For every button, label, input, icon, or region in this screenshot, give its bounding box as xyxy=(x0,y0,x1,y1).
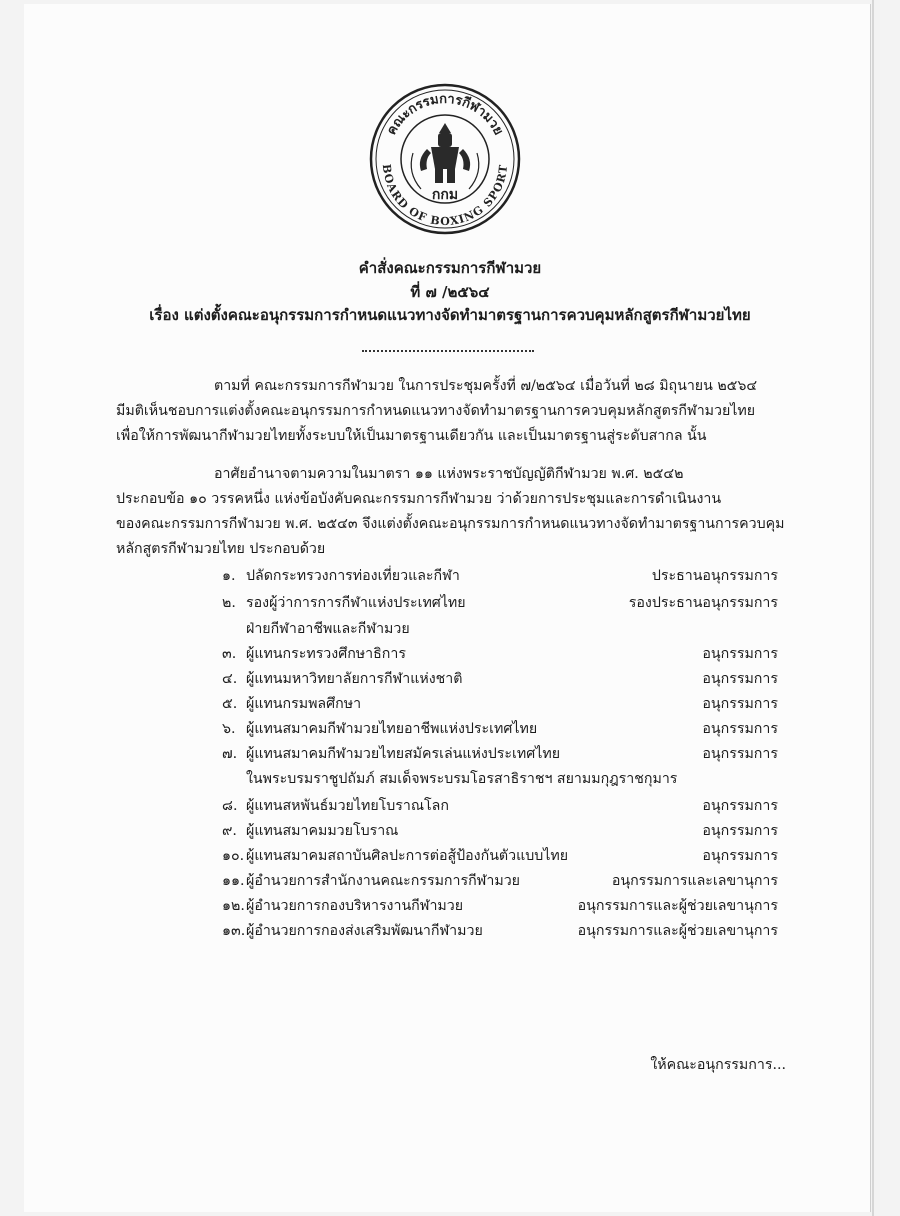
member-role: อนุกรรมการ xyxy=(702,848,778,864)
member-role: อนุกรรมการ xyxy=(702,798,778,814)
member-role: อนุกรรมการ xyxy=(702,823,778,839)
order-subject: เรื่อง แต่งตั้งคณะอนุกรรมการกำหนดแนวทางจัดทำมาตรฐานการควบคุมหลักสูตรกีฬามวยไทย xyxy=(149,306,751,324)
member-role: อนุกรรมการและเลขานุการ xyxy=(611,873,778,889)
member-role: อนุกรรมการ xyxy=(702,646,778,662)
list-item xyxy=(0,743,900,767)
paragraph-1-line-3: เพื่อให้การพัฒนากีฬามวยไทยทั้งระบบให้เป็นมาตรฐานเดียวกัน และเป็นมาตรฐานสู่ระดับสากล นั้น xyxy=(116,428,707,444)
member-role: อนุกรรมการและผู้ช่วยเลขานุการ xyxy=(577,898,778,914)
list-item xyxy=(0,718,900,742)
member-name: ปลัดกระทรวงการท่องเที่ยวและกีฬา xyxy=(246,568,460,584)
seal-emblem-icon xyxy=(369,83,521,235)
list-item xyxy=(0,870,900,894)
svg-text:กกม: กกม xyxy=(431,187,459,203)
member-number: ๘. xyxy=(222,798,238,814)
member-number: ๕. xyxy=(222,696,238,712)
list-item xyxy=(0,693,900,717)
member-name: ผู้แทนมหาวิทยาลัยการกีฬาแห่งชาติ xyxy=(246,671,463,687)
list-item xyxy=(0,920,900,944)
member-name: รองผู้ว่าการการกีฬาแห่งประเทศไทย xyxy=(246,595,466,611)
paragraph-2-line-1: อาศัยอำนาจตามความในมาตรา ๑๑ แห่งพระราชบัญญัติกีฬามวย พ.ศ. ๒๕๔๒ xyxy=(214,466,684,482)
order-title: คำสั่งคณะกรรมการกีฬามวย xyxy=(358,259,542,277)
paragraph-1-line-2: มีมติเห็นชอบการแต่งตั้งคณะอนุกรรมการกำหนดแนวทางจัดทำมาตรฐานการควบคุมหลักสูตรกีฬามวยไทย xyxy=(116,403,756,419)
member-name: ผู้แทนกระทรวงศึกษาธิการ xyxy=(246,646,406,662)
list-item xyxy=(0,845,900,869)
list-item-continuation xyxy=(0,618,900,642)
member-number: ๑๑. xyxy=(222,873,245,889)
member-role: อนุกรรมการ xyxy=(702,696,778,712)
member-number: ๑๒. xyxy=(222,898,245,914)
page-continuation: ให้คณะอนุกรรมการ... xyxy=(650,1057,786,1073)
member-role: รองประธานอนุกรรมการ xyxy=(628,595,778,611)
member-number: ๙. xyxy=(222,823,237,839)
list-item xyxy=(0,643,900,667)
member-role: อนุกรรมการ xyxy=(702,721,778,737)
order-number: ที่ ๗ /๒๕๖๔ xyxy=(410,283,490,301)
paragraph-2-line-2: ประกอบข้อ ๑๐ วรรคหนึ่ง แห่งข้อบังคับคณะกรรมการกีฬามวย ว่าด้วยการประชุมและการดำเนินงาน xyxy=(116,491,722,507)
paragraph-2-line-4: หลักสูตรกีฬามวยไทย ประกอบด้วย xyxy=(116,541,326,557)
member-name: ผู้อำนวยการกองส่งเสริมพัฒนากีฬามวย xyxy=(246,923,483,939)
member-name-continued: ฝ่ายกีฬาอาชีพและกีฬามวย xyxy=(246,621,410,637)
member-number: ๓. xyxy=(222,646,237,662)
member-name: ผู้แทนกรมพลศึกษา xyxy=(246,696,362,712)
member-role: อนุกรรมการ xyxy=(702,746,778,762)
list-item xyxy=(0,668,900,692)
member-number: ๖. xyxy=(222,721,236,737)
member-number: ๗. xyxy=(222,746,238,762)
member-number: ๑. xyxy=(222,568,236,584)
member-name: ผู้แทนสมาคมมวยโบราณ xyxy=(246,823,399,839)
svg-text:BOARD OF BOXING SPORT: BOARD OF BOXING SPORT xyxy=(379,163,511,229)
list-item xyxy=(0,895,900,919)
list-item xyxy=(0,592,900,616)
divider xyxy=(362,350,534,352)
member-name: ผู้อำนวยการสำนักงานคณะกรรมการกีฬามวย xyxy=(246,873,520,889)
member-name: ผู้แทนสมาคมสถาบันศิลปะการต่อสู้ป้องกันตัวแบบไทย xyxy=(246,848,569,864)
member-number: ๑๓. xyxy=(222,923,246,939)
paragraph-2-line-3: ของคณะกรรมการกีฬามวย พ.ศ. ๒๕๔๓ จึงแต่งตั้งคณะอนุกรรมการกำหนดแนวทางจัดทำมาตรฐานการควบคุม xyxy=(116,516,785,532)
member-role: อนุกรรมการ xyxy=(702,671,778,687)
member-name: ผู้แทนสมาคมกีฬามวยไทยสมัครเล่นแห่งประเทศไทย xyxy=(246,746,561,762)
member-name-continued: ในพระบรมราชูปถัมภ์ สมเด็จพระบรมโอรสาธิราชฯ สยามมกุฎราชกุมาร xyxy=(246,771,678,787)
member-number: ๑๐. xyxy=(222,848,245,864)
list-item xyxy=(0,820,900,844)
paragraph-1-line-1: ตามที่ คณะกรรมการกีฬามวย ในการประชุมครั้งที่ ๗/๒๕๖๔ เมื่อวันที่ ๒๘ มิถุนายน ๒๕๖๔ xyxy=(214,378,758,394)
member-role: ประธานอนุกรรมการ xyxy=(651,568,778,584)
member-name: ผู้แทนสมาคมกีฬามวยไทยอาชีพแห่งประเทศไทย xyxy=(246,721,538,737)
member-number: ๒. xyxy=(222,595,236,611)
list-item xyxy=(0,795,900,819)
svg-text:คณะกรรมการกีฬามวย: คณะกรรมการกีฬามวย xyxy=(384,91,506,138)
member-name: ผู้แทนสหพันธ์มวยไทยโบราณโลก xyxy=(246,798,449,814)
list-item xyxy=(0,565,900,589)
list-item-continuation xyxy=(0,768,900,792)
member-name: ผู้อำนวยการกองบริหารงานกีฬามวย xyxy=(246,898,464,914)
member-role: อนุกรรมการและผู้ช่วยเลขานุการ xyxy=(577,923,778,939)
member-number: ๔. xyxy=(222,671,238,687)
